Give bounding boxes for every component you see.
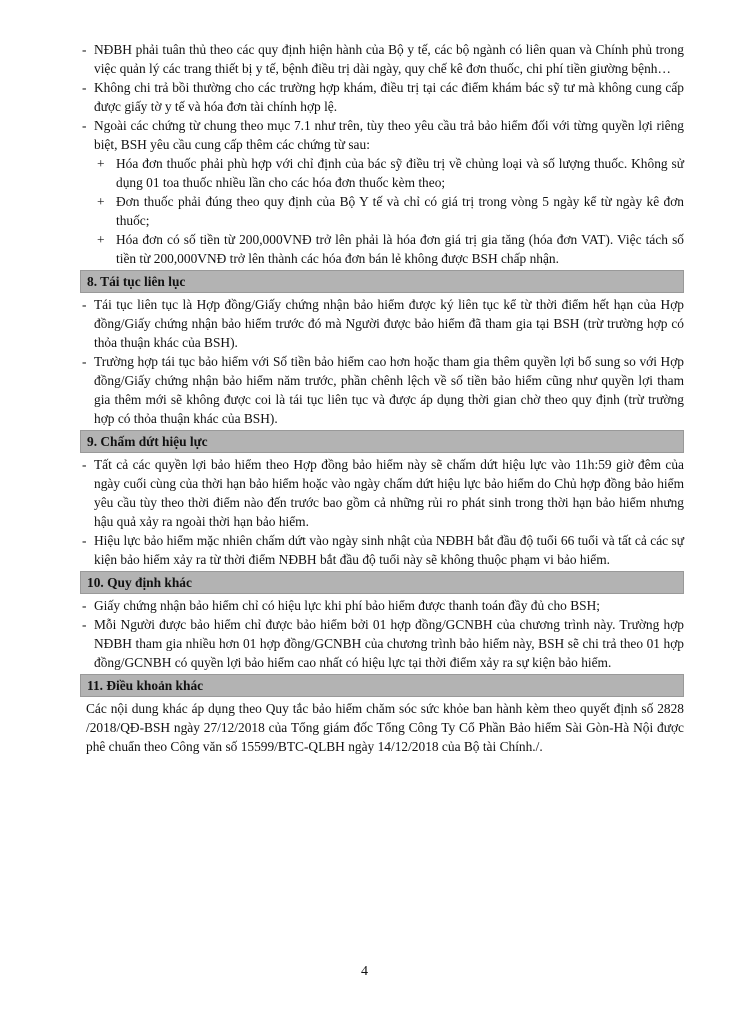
list-item	[80, 455, 684, 531]
dash-marker: -	[82, 354, 87, 369]
list-item	[80, 295, 684, 352]
item-text: NĐBH phải tuân thủ theo các quy định hiện hành của Bộ y tế, các bộ ngành có liên quan và Chính phủ trong việc quản lý các trang thiết bị y tế, bệnh điều trị dài ngày, quy chế kê đơn thuốc, chi phí tiền giường bệnh…	[94, 42, 684, 76]
document-body	[80, 40, 684, 756]
dash-marker: -	[82, 598, 87, 613]
item-text: Ngoài các chứng từ chung theo mục 7.1 như trên, tùy theo yêu cầu trả bảo hiểm đối với từng quyền lợi riêng biệt, BSH yêu cầu cung cấp thêm các chứng từ sau:	[94, 118, 684, 152]
list-item	[80, 116, 684, 154]
plus-marker: +	[97, 194, 105, 209]
item-text: Hóa đơn thuốc phải phù hợp với chỉ định của bác sỹ điều trị về chủng loại và số lượng thuốc. Không sử dụng 01 toa thuốc nhiều lần cho các hóa đơn thuốc kèm theo;	[116, 156, 684, 190]
item-text: Mỗi Người được bảo hiểm chỉ được bảo hiểm bởi 01 hợp đồng/GCNBH của chương trình này. Trường hợp NĐBH tham gia nhiều hơn 01 hợp đồng/GCNBH của chương trình bảo hiểm này, BSH sẽ chi trả theo 01 hợp đồng/GCNBH có quyền lợi bảo hiểm cao nhất có hiệu lực tại thời điểm xảy ra sự kiện bảo hiểm.	[94, 617, 684, 670]
dash-marker: -	[82, 617, 87, 632]
dash-marker: -	[82, 80, 87, 95]
plus-marker: +	[97, 156, 105, 171]
sub-list-item	[80, 154, 684, 192]
section-heading-11: 11. Điều khoản khác	[80, 674, 684, 697]
dash-marker: -	[82, 118, 87, 133]
item-text: Giấy chứng nhận bảo hiểm chỉ có hiệu lực khi phí bảo hiểm được thanh toán đầy đủ cho BSH;	[94, 598, 600, 613]
list-item	[80, 352, 684, 428]
item-text: Trường hợp tái tục bảo hiểm với Số tiền bảo hiểm cao hơn hoặc tham gia thêm quyền lợi bổ sung so với Hợp đồng/Giấy chứng nhận bảo hiểm năm trước, phần chênh lệch về số tiền bảo hiểm cũng như quyền lợi tham gia thêm mới sẽ không được coi là tái tục liên tục và được áp dụng thời gian chờ theo quy định (trừ trường hợp có thỏa thuận khác của BSH).	[94, 354, 684, 426]
sub-list-item	[80, 230, 684, 268]
item-text: Hóa đơn có số tiền từ 200,000VNĐ trở lên phải là hóa đơn giá trị gia tăng (hóa đơn VAT). Việc tách số tiền từ 200,000VNĐ trở lên thành các hóa đơn bán lẻ không được BSH chấp nhận.	[116, 232, 684, 266]
list-item	[80, 78, 684, 116]
list-item	[80, 40, 684, 78]
list-item	[80, 596, 684, 615]
dash-marker: -	[82, 533, 87, 548]
section-heading-8: 8. Tái tục liên lục	[80, 270, 684, 293]
item-text: Tất cả các quyền lợi bảo hiểm theo Hợp đồng bảo hiểm này sẽ chấm dứt hiệu lực vào 11h:59 giờ đêm của ngày cuối cùng của thời hạn bảo hiểm hoặc vào ngày chấm dứt hiệu lực bảo hiểm do Chủ hợp đồng bảo hiểm yêu cầu tùy theo thời điểm nào đến trước bao gồm cả những rủi ro phát sinh trong thời hạn bảo hiểm nhưng hậu quả xảy ra ngoài thời hạn bảo hiểm.	[94, 457, 684, 529]
section-heading-10: 10. Quy định khác	[80, 571, 684, 594]
plus-marker: +	[97, 232, 105, 247]
list-item	[80, 531, 684, 569]
item-text: Tái tục liên tục là Hợp đồng/Giấy chứng nhận bảo hiểm được ký liên tục kể từ thời điểm hết hạn của Hợp đồng/Giấy chứng nhận bảo hiểm trước đó mà Người được bảo hiểm đã tham gia tại BSH (trừ trường hợp có thỏa thuận khác của BSH).	[94, 297, 684, 350]
list-item	[80, 615, 684, 672]
item-text: Không chi trả bồi thường cho các trường hợp khám, điều trị tại các điểm khám bác sỹ tư mà không cung cấp được giấy tờ y tế và hóa đơn tài chính hợp lệ.	[94, 80, 684, 114]
section-heading-9: 9. Chấm dứt hiệu lực	[80, 430, 684, 453]
dash-marker: -	[82, 457, 87, 472]
item-text: Đơn thuốc phải đúng theo quy định của Bộ Y tế và chỉ có giá trị trong vòng 5 ngày kể từ ngày kê đơn thuốc;	[116, 194, 684, 228]
dash-marker: -	[82, 42, 87, 57]
dash-marker: -	[82, 297, 87, 312]
sub-list-item	[80, 192, 684, 230]
section-11-text: Các nội dung khác áp dụng theo Quy tắc bảo hiểm chăm sóc sức khỏe ban hành kèm theo quyết định số 2828 /2018/QĐ-BSH ngày 27/12/2018 của Tổng giám đốc Tổng Công Ty Cổ Phần Bảo hiểm Sài Gòn-Hà Nội được phê chuẩn theo Công văn số 15599/BTC-QLBH ngày 14/12/2018 của Bộ tài Chính./.	[86, 701, 684, 754]
page-number: 4	[361, 964, 368, 979]
item-text: Hiệu lực bảo hiểm mặc nhiên chấm dứt vào ngày sinh nhật của NĐBH bắt đầu độ tuổi 66 tuổi và tất cả các sự kiện bảo hiểm xảy ra từ thời điểm NĐBH bắt đầu độ tuổi này sẽ không thuộc phạm vi bảo hiểm.	[94, 533, 684, 567]
